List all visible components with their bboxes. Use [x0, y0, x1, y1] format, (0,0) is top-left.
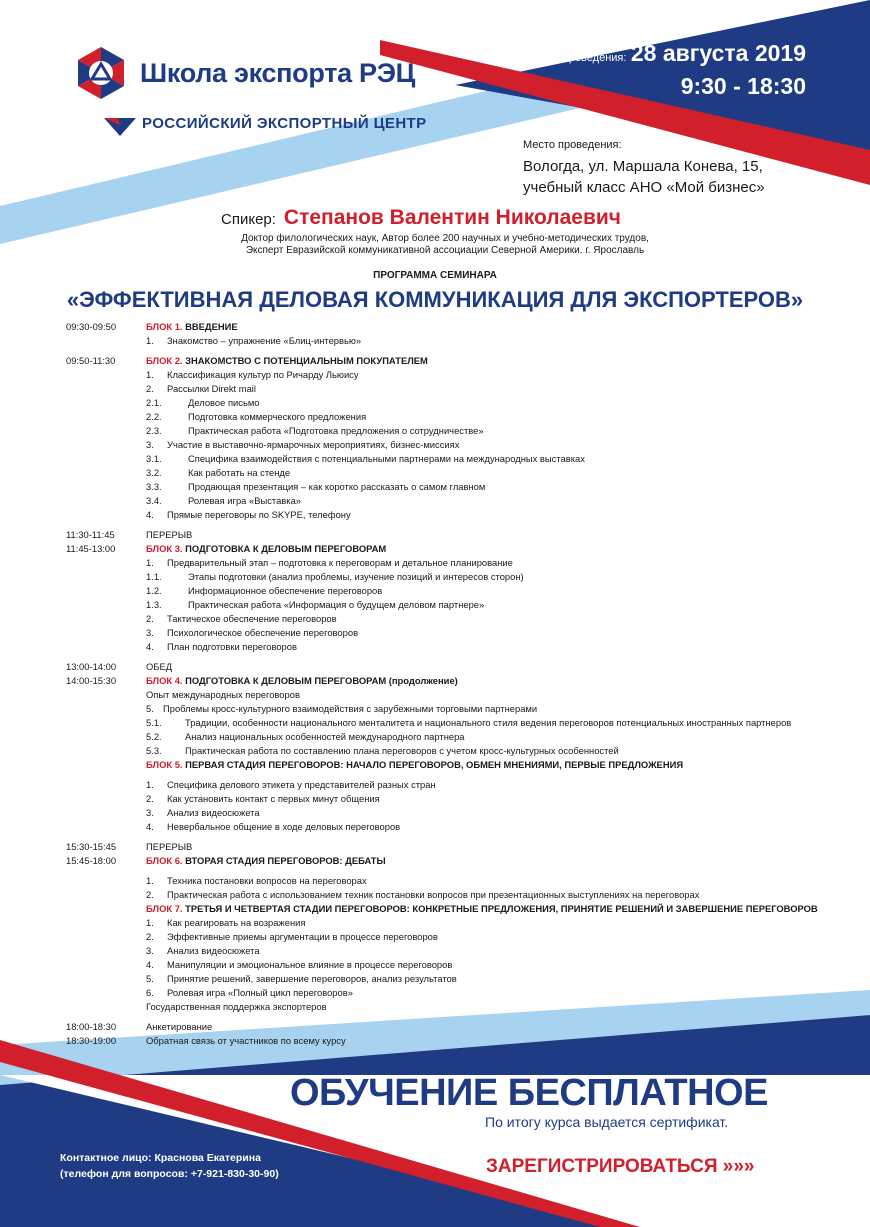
item-number: 3. — [146, 945, 154, 956]
schedule-entry: Опыт международных переговоров — [146, 689, 300, 700]
item-number: 2. — [146, 931, 154, 942]
item-text: Деловое письмо — [188, 397, 260, 408]
item-text: Подготовка коммерческого предложения — [188, 411, 367, 422]
schedule-entry: ПЕРЕРЫВ — [146, 529, 193, 540]
item-text: Практическая работа с использованием техник постановки вопросов при презентационных выступлениях на переговорах — [167, 889, 700, 900]
schedule-row — [0, 730, 870, 744]
item-text: Техника постановки вопросов на переговорах — [167, 875, 367, 886]
block-heading — [146, 320, 238, 334]
block-heading — [146, 674, 458, 688]
venue-block — [523, 135, 765, 198]
item-number: 1. — [146, 779, 154, 790]
schedule-row — [0, 674, 870, 688]
block-title: ВВЕДЕНИЕ — [185, 321, 238, 332]
item-number: 1.3. — [146, 599, 162, 610]
item-number: 3. — [146, 807, 154, 818]
item-text: План подготовки переговоров — [167, 641, 297, 652]
block-title: ПЕРВАЯ СТАДИЯ ПЕРЕГОВОРОВ: НАЧАЛО ПЕРЕГОВОРОВ, ОБМЕН МНЕНИЯМИ, ПЕРВЫЕ ПРЕДЛОЖЕНИЯ — [185, 759, 684, 770]
item-text: Практическая работа «Информация о будущем деловом партнере» — [188, 599, 485, 610]
item-number: 1. — [146, 335, 154, 346]
schedule-row — [0, 902, 870, 916]
block-number: БЛОК 6. — [146, 855, 183, 866]
item-number: 1. — [146, 369, 154, 380]
item-number: 5. — [146, 973, 154, 984]
schedule-row — [0, 368, 870, 382]
schedule-row — [0, 888, 870, 902]
item-text: Принятие решений, завершение переговоров, анализ результатов — [167, 973, 457, 984]
item-number: 6. — [146, 987, 154, 998]
schedule-time: 18:30-19:00 — [66, 1035, 117, 1046]
item-number: 1.2. — [146, 585, 162, 596]
schedule-row — [0, 972, 870, 986]
item-text: Невербальное общение в ходе деловых переговоров — [167, 821, 401, 832]
register-link[interactable]: ЗАРЕГИСТРИРОВАТЬСЯ »»» — [486, 1156, 755, 1177]
item-number: 2.2. — [146, 411, 162, 422]
program-label: ПРОГРАММА СЕМИНАРА — [373, 270, 497, 281]
item-number: 1.1. — [146, 571, 162, 582]
item-text: Ролевая игра «Выставка» — [188, 495, 302, 506]
logo-title: Школа экспорта РЭЦ — [140, 58, 416, 88]
schedule-row — [0, 806, 870, 820]
item-number: 4. — [146, 641, 154, 652]
schedule-row — [0, 528, 870, 542]
block-heading — [146, 902, 818, 916]
item-text: Специфика взаимодействия с потенциальными партнерами на международных выставках — [188, 453, 585, 464]
speaker-name: Степанов Валентин Николаевич — [283, 206, 621, 229]
item-number: 2. — [146, 383, 154, 394]
item-number: 3. — [146, 627, 154, 638]
contact-person: Контактное лицо: Краснова Екатерина — [60, 1152, 261, 1164]
item-text: Информационное обеспечение переговоров — [188, 585, 383, 596]
item-number: 5. — [146, 703, 154, 714]
item-text: Предварительный этап – подготовка к переговорам и детальное планирование — [167, 557, 513, 568]
item-text: Практическая работа «Подготовка предложения о сотрудничестве» — [188, 425, 484, 436]
schedule-row — [0, 958, 870, 972]
schedule-row — [0, 354, 870, 368]
schedule-row — [0, 640, 870, 654]
block-title: ЗНАКОМСТВО С ПОТЕНЦИАЛЬНЫМ ПОКУПАТЕЛЕМ — [185, 355, 428, 366]
schedule-row — [0, 334, 870, 348]
item-number: 4. — [146, 509, 154, 520]
item-number: 3.1. — [146, 453, 162, 464]
schedule-entry: Обратная связь от участников по всему курсу — [146, 1035, 346, 1046]
schedule-row — [0, 612, 870, 626]
speaker-label: Спикер: — [221, 211, 276, 228]
item-number: 2. — [146, 793, 154, 804]
venue-label: Место проведения: — [523, 139, 622, 151]
item-text: Традиции, особенности национального менталитета и национального стиля ведения переговоров потенциальных иностранных партнеров — [185, 717, 792, 728]
schedule-entry: ОБЕД — [146, 661, 173, 672]
contact-block — [60, 1150, 279, 1182]
item-text: Практическая работа по составлению плана переговоров с учетом кросс-культурных особенностей — [185, 745, 619, 756]
item-text: Манипуляции и эмоциональное влияние в процессе переговоров — [167, 959, 453, 970]
schedule-row — [0, 598, 870, 612]
schedule-row — [0, 1034, 870, 1048]
item-text: Специфика делового этикета у представителей разных стран — [167, 779, 436, 790]
item-text: Рассылки Direkt mail — [167, 383, 256, 394]
item-text: Анализ видеосюжета — [167, 945, 260, 956]
item-text: Продающая презентация – как коротко рассказать о самом главном — [188, 481, 486, 492]
free-training-title: ОБУЧЕНИЕ БЕСПЛАТНОЕ — [290, 1072, 768, 1114]
schedule-row — [0, 792, 870, 806]
schedule-row — [0, 744, 870, 758]
item-number: 4. — [146, 959, 154, 970]
item-number: 4. — [146, 821, 154, 832]
item-text: Прямые переговоры по SKYPE, телефону — [167, 509, 351, 520]
schedule-row — [0, 916, 870, 930]
logo-subtitle: РОССИЙСКИЙ ЭКСПОРТНЫЙ ЦЕНТР — [142, 115, 427, 132]
schedule-row — [0, 688, 870, 702]
schedule-row — [0, 382, 870, 396]
item-text: Как реагировать на возражения — [167, 917, 306, 928]
item-text: Как работать на стенде — [188, 467, 291, 478]
schedule-time: 13:00-14:00 — [66, 661, 117, 672]
schedule-time: 09:30-09:50 — [66, 321, 117, 332]
schedule-row — [0, 410, 870, 424]
schedule-row — [0, 494, 870, 508]
schedule-time: 11:45-13:00 — [66, 543, 116, 554]
schedule-row — [0, 778, 870, 792]
block-number: БЛОК 4. — [146, 675, 183, 686]
schedule-row — [0, 820, 870, 834]
certificate-note: По итогу курса выдается сертификат. — [485, 1114, 729, 1130]
item-number: 2.1. — [146, 397, 162, 408]
block-title: ПОДГОТОВКА К ДЕЛОВЫМ ПЕРЕГОВОРАМ — [185, 543, 387, 554]
item-number: 3.2. — [146, 467, 162, 478]
item-text: Классификация культур по Ричарду Льюису — [167, 369, 359, 380]
speaker-info-line: Доктор филологических наук, Автор более 200 научных и учебно-методических трудов, — [241, 233, 649, 244]
item-text: Участие в выставочно-ярмарочных мероприятиях, бизнес-миссиях — [167, 439, 460, 450]
schedule-time: 15:30-15:45 — [66, 841, 117, 852]
date-label: Дата проведения: — [535, 52, 627, 64]
item-number: 3.4. — [146, 495, 162, 506]
schedule-row — [0, 986, 870, 1000]
item-text: Эффективные приемы аргументации в процессе переговоров — [167, 931, 438, 942]
block-title: ВТОРАЯ СТАДИЯ ПЕРЕГОВОРОВ: ДЕБАТЫ — [185, 855, 386, 866]
schedule-row — [0, 438, 870, 452]
schedule-row — [0, 320, 870, 334]
schedule-row — [0, 396, 870, 410]
schedule-time: 15:45-18:00 — [66, 855, 117, 866]
schedule-entry: Анкетирование — [146, 1021, 213, 1032]
schedule-row — [0, 542, 870, 556]
block-heading — [146, 758, 683, 772]
block-number: БЛОК 2. — [146, 355, 183, 366]
item-number: 3.3. — [146, 481, 162, 492]
schedule-row — [0, 702, 870, 716]
schedule-row — [0, 944, 870, 958]
block-heading — [146, 354, 428, 368]
contact-phone: (телефон для вопросов: +7-921-830-30-90) — [60, 1168, 279, 1180]
speaker-info — [230, 233, 660, 257]
schedule-entry: ПЕРЕРЫВ — [146, 841, 193, 852]
item-number: 2.3. — [146, 425, 162, 436]
item-number: 1. — [146, 875, 154, 886]
block-title: ТРЕТЬЯ И ЧЕТВЕРТАЯ СТАДИИ ПЕРЕГОВОРОВ: КОНКРЕТНЫЕ ПРЕДЛОЖЕНИЯ, ПРИНЯТИЕ РЕШЕНИЙ И ЗАВЕРШЕНИЕ ПЕРЕГОВОРОВ — [185, 903, 818, 914]
venue-address: Вологда, ул. Маршала Конева, 15, — [523, 158, 763, 175]
schedule-row — [0, 570, 870, 584]
schedule-row — [0, 660, 870, 674]
schedule-list — [0, 320, 870, 1048]
schedule-row — [0, 466, 870, 480]
event-time: 9:30 - 18:30 — [680, 73, 806, 99]
schedule-row — [0, 480, 870, 494]
item-number: 5.1. — [146, 717, 162, 728]
schedule-row — [0, 556, 870, 570]
schedule-row — [0, 840, 870, 854]
block-heading — [146, 854, 386, 868]
item-number: 1. — [146, 557, 154, 568]
item-text: Этапы подготовки (анализ проблемы, изучение позиций и интересов сторон) — [188, 571, 524, 582]
venue-room: учебный класс АНО «Мой бизнес» — [523, 179, 765, 196]
schedule-row — [0, 854, 870, 868]
item-text: Тактическое обеспечение переговоров — [167, 613, 337, 624]
item-number: 5.3. — [146, 745, 162, 756]
item-number: 2. — [146, 889, 154, 900]
item-number: 1. — [146, 917, 154, 928]
schedule-row — [0, 424, 870, 438]
schedule-row — [0, 1000, 870, 1014]
item-text: Ролевая игра «Полный цикл переговоров» — [167, 987, 353, 998]
speaker-block — [221, 206, 621, 230]
item-text: Анализ видеосюжета — [167, 807, 260, 818]
schedule-row — [0, 930, 870, 944]
block-title: ПОДГОТОВКА К ДЕЛОВЫМ ПЕРЕГОВОРАМ (продолжение) — [185, 675, 458, 686]
schedule-time: 11:30-11:45 — [66, 529, 115, 540]
block-number: БЛОК 3. — [146, 543, 183, 554]
block-number: БЛОК 1. — [146, 321, 183, 332]
block-number: БЛОК 5. — [146, 759, 183, 770]
item-text: Как установить контакт с первых минут общения — [167, 793, 380, 804]
schedule-row — [0, 716, 870, 730]
schedule-row — [0, 758, 870, 772]
speaker-info-line: Эксперт Евразийской коммуникативной ассоциации Северной Америки. г. Ярославль — [245, 245, 645, 256]
item-text: Знакомство – упражнение «Блиц-интервью» — [167, 335, 362, 346]
program-title: «ЭФФЕКТИВНАЯ ДЕЛОВАЯ КОММУНИКАЦИЯ ДЛЯ ЭКСПОРТЕРОВ» — [66, 287, 804, 312]
item-number: 2. — [146, 613, 154, 624]
schedule-row — [0, 452, 870, 466]
block-heading — [146, 542, 386, 556]
schedule-time: 14:00-15:30 — [66, 675, 117, 686]
schedule-time: 18:00-18:30 — [66, 1021, 117, 1032]
item-text: Психологическое обеспечение переговоров — [167, 627, 359, 638]
block-number: БЛОК 7. — [146, 903, 183, 914]
flag-chevron-icon — [104, 118, 136, 136]
schedule-row — [0, 626, 870, 640]
schedule-row — [0, 584, 870, 598]
rec-logo-icon — [72, 44, 130, 102]
event-date: 28 августа 2019 — [630, 40, 806, 66]
item-text: Анализ национальных особенностей международного партнера — [185, 731, 465, 742]
schedule-row — [0, 1020, 870, 1034]
schedule-row — [0, 508, 870, 522]
item-number: 5.2. — [146, 731, 162, 742]
item-number: 3. — [146, 439, 154, 450]
schedule-row — [0, 874, 870, 888]
event-date-block — [535, 40, 806, 100]
schedule-entry: Государственная поддержка экспортеров — [146, 1001, 327, 1012]
schedule-time: 09:50-11:30 — [66, 355, 116, 366]
item-text: Проблемы кросс-культурного взаимодействия с зарубежными торговыми партнерами — [163, 703, 538, 714]
